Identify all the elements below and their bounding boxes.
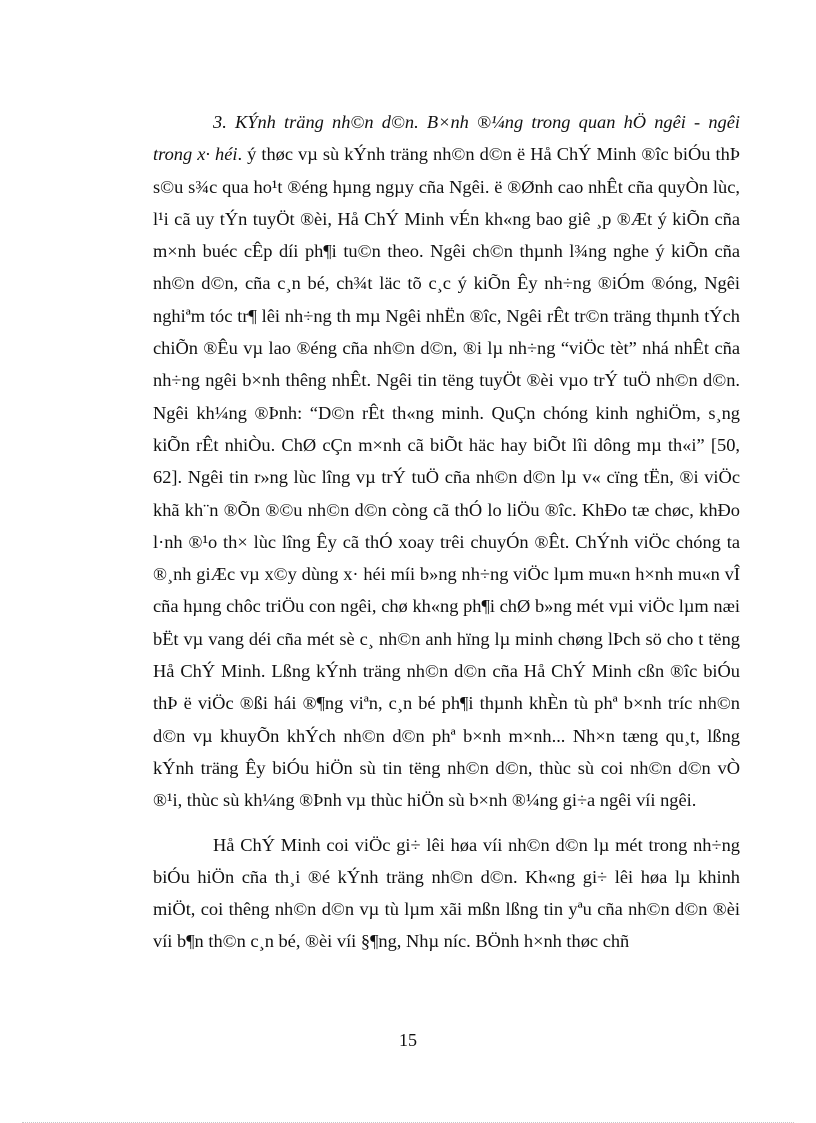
paragraph-2: Hå ChÝ Minh coi viÖc gi÷ lêi høa víi nh©n d©n lµ mét trong nh÷ng biÓu hiÖn cña th¸i ®é kÝnh träng nh©n d©n. Kh«ng gi÷ lêi høa lµ khinh miÖt, coi thêng nh©n d©n vµ tù lµm xãi mßn lßng tin yªu cña nh©n d©n ®èi víi b¶n th©n c¸n bé, ®èi víi §¶ng, Nhµ níc. BÖnh h×nh thøc chñ xyxy=(153,834,740,952)
paragraph-1-text: ý thøc vµ sù kÝnh träng nh©n d©n ë Hå ChÝ Minh ®îc biÓu thÞ s©u s¾c qua ho¹t ®éng hµng ngµy cña Ngêi. ë ®Ønh cao nhÊt cña quyÒn lùc, l¹i cã uy tÝn tuyÖt ®èi, Hå ChÝ Minh vÉn kh«ng bao giê ¸p ®Æt ý kiÕn cña m×nh buéc cÊp díi ph¶i tu©n theo. Ngêi ch©n thµnh l¾ng nghe ý kiÕn cña nh©n d©n, cña c¸n bé, ch¾t läc tõ c¸c ý kiÕn Êy nh÷ng ®iÓm ®óng, Ngêi nghiªm tóc tr¶ lêi nh÷ng th mµ Ngêi nhËn ®îc, Ngêi rÊt tr©n träng thµnh tÝch chiÕn ®Êu vµ lao ®éng cña nh©n d©n, ®i lµ nh÷ng “viÖc tèt” nhá nhÊt cña nh÷ng ngêi b×nh thêng nhÊt. Ngêi tin tëng tuyÖt ®èi vµo trÝ tuÖ nh©n d©n. Ngêi kh¼ng ®Þnh: “D©n rÊt th«ng minh. QuÇn chóng kinh nghiÖm, s¸ng kiÕn rÊt nhiÒu. ChØ cÇn m×nh cã biÕt häc hay biÕt lîi dông mµ th«i” [50, 62]. Ngêi tin r»ng lùc lîng vµ trÝ tuÖ cña nh©n d©n lµ v« cïng tËn, ®i viÖc khã kh¨n ®Õn ®©u nh©n d©n còng cã thÓ lo liÖu ®îc. KhÐo tæ chøc, khÐo l·nh ®¹o th× lùc lîng Êy cã thÓ xoay trêi chuyÓn ®Êt. ChÝnh viÖc chóng ta ®¸nh giÆc vµ x©y dùng x· héi míi b»ng nh÷ng viÖc lµm mu«n h×nh mu«n vÎ cña hµng chôc triÖu con ngêi, chø kh«ng ph¶i chØ b»ng mét vµi viÖc lµm næi bËt vµ vang déi cña mét sè c¸ nh©n anh hïng lµ minh chøng lÞch sö cho t tëng Hå ChÝ Minh. Lßng kÝnh träng nh©n d©n cña Hå ChÝ Minh cßn ®îc biÓu thÞ ë viÖc ®ßi hái ®¶ng viªn, c¸n bé ph¶i thµnh khÈn tù phª b×nh tríc nh©n d©n vµ khuyÕn khÝch nh©n d©n phª b×nh m×nh... Nh×n tæng qu¸t, lßng kÝnh träng Êy biÓu hiÖn sù tin tëng nh©n d©n, thùc sù coi nh©n d©n vÒ ®¹i, thùc sù kh¼ng ®Þnh vµ thùc hiÖn sù b×nh ®¼ng gi÷a ngêi víi ngêi. xyxy=(153,144,740,811)
paragraph-1: 3. KÝnh träng nh©n d©n. B×nh ®¼ng trong quan hÖ ngêi - ngêi trong x· héi. ý thøc vµ sù kÝnh träng nh©n d©n ë Hå ChÝ Minh ®îc biÓu thÞ s©u s¾c qua ho¹t ®éng hµng ngµy cña Ngêi. ë ®Ønh cao nhÊt cña quyÒn lùc, l¹i cã uy tÝn tuyÖt ®èi, Hå ChÝ Minh vÉn kh«ng bao giê ¸p ®Æt ý kiÕn cña m×nh buéc cÊp díi ph¶i tu©n theo. Ngêi ch©n thµnh l¾ng nghe ý kiÕn cña nh©n d©n, cña c¸n bé, ch¾t läc tõ c¸c ý kiÕn Êy nh÷ng ®iÓm ®óng, Ngêi nghiªm tóc tr¶ lêi nh÷ng th mµ Ngêi nhËn ®îc, Ngêi rÊt tr©n träng thµnh tÝch chiÕn ®Êu vµ lao ®éng cña nh©n d©n, ®i lµ nh÷ng “viÖc tèt” nhá nhÊt cña nh÷ng ngêi b×nh thêng nhÊt. Ngêi tin tëng tuyÖt ®èi vµo trÝ tuÖ nh©n d©n. Ngêi kh¼ng ®Þnh: “D©n rÊt th«ng minh. QuÇn chóng kinh nghiÖm, s¸ng kiÕn rÊt nhiÒu. ChØ cÇn m×nh cã biÕt häc hay biÕt lîi dông mµ th«i” [50, 62]. Ngêi tin r»ng lùc lîng vµ trÝ tuÖ cña nh©n d©n lµ v« cïng tËn, ®i viÖc khã kh¨n ®Õn ®©u nh©n d©n còng cã thÓ lo liÖu ®îc. KhÐo tæ chøc, khÐo l·nh ®¹o th× lùc lîng Êy cã thÓ xoay trêi chuyÓn ®Êt. ChÝnh viÖc chóng ta ®¸nh giÆc vµ x©y dùng x· héi míi b»ng nh÷ng viÖc lµm mu«n h×nh mu«n vÎ cña hµng chôc triÖu con ngêi, chø kh«ng ph¶i chØ b»ng mét vµi viÖc lµm næi bËt vµ vang déi cña mét sè c¸ nh©n anh hïng lµ minh chøng lÞch sö cho t tëng Hå ChÝ Minh. Lßng kÝnh träng nh©n d©n cña Hå ChÝ Minh cßn ®îc biÓu thÞ ë viÖc ®ßi hái ®¶ng viªn, c¸n bé ph¶i thµnh khÈn tù phª b×nh tríc nh©n d©n vµ khuyÕn khÝch nh©n d©n phª b×nh m×nh... Nh×n tæng qu¸t, lßng kÝnh träng Êy biÓu hiÖn sù tin tëng nh©n d©n, thùc sù coi nh©n d©n vÒ ®¹i, thùc sù kh¼ng ®Þnh vµ thùc hiÖn sù b×nh ®¼ng gi÷a ngêi víi ngêi. xyxy=(153,112,740,811)
body-text xyxy=(153,106,740,958)
page-number: 15 xyxy=(399,1030,417,1050)
section-heading: 3. KÝnh träng nh©n d©n. B×nh ®¼ng trong quan hÖ ngêi - ngêi trong x· héi xyxy=(153,112,740,165)
